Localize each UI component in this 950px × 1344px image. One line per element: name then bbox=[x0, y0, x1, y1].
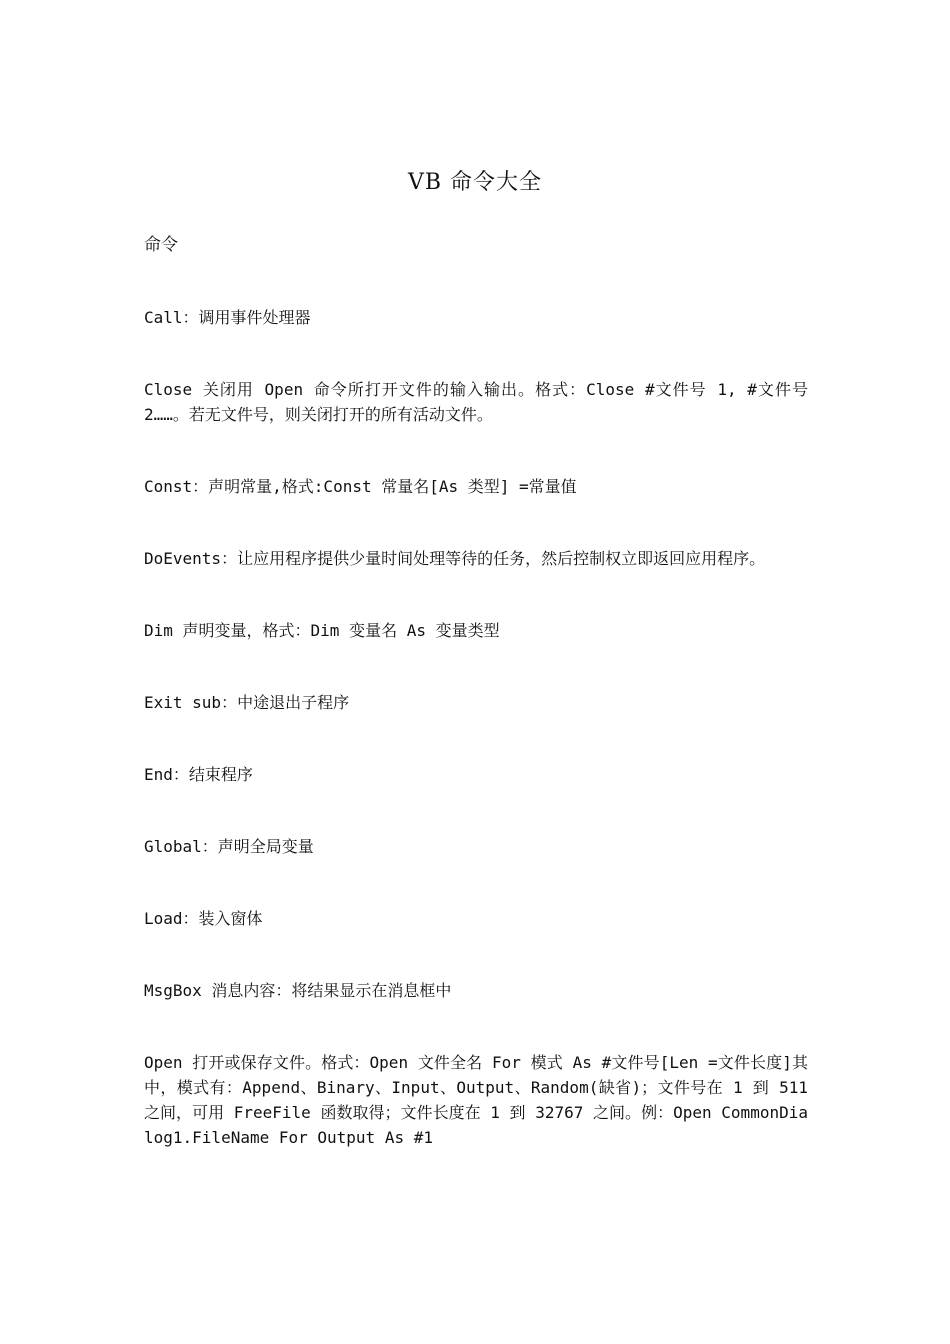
document-title: VB 命令大全 bbox=[407, 170, 543, 195]
paragraph-end: End：结束程序 bbox=[144, 765, 253, 784]
document-body bbox=[144, 305, 808, 1197]
paragraph-doevents: DoEvents：让应用程序提供少量时间处理等待的任务，然后控制权立即返回应用程序。 bbox=[144, 549, 766, 568]
paragraph-global: Global：声明全局变量 bbox=[144, 837, 314, 856]
paragraph-close: Close 关闭用 Open 命令所打开文件的输入输出。格式：Close #文件号 1, #文件号 2……。若无文件号，则关闭打开的所有活动文件。 bbox=[144, 380, 808, 424]
section-heading: 命令 bbox=[144, 235, 178, 255]
paragraph-open: Open 打开或保存文件。格式：Open 文件全名 For 模式 As #文件号[Len =文件长度]其中，模式有：Append、Binary、Input、Output、Random(缺省)；文件号在 1 到 511 之间，可用 FreeFile 函数取得；文件长度在 1 到 32767 之间。例：Open CommonDialog1.FileName For Output As #1 bbox=[144, 1053, 808, 1147]
paragraph-exit-sub: Exit sub：中途退出子程序 bbox=[144, 693, 350, 712]
paragraph-msgbox: MsgBox 消息内容：将结果显示在消息框中 bbox=[144, 981, 452, 1000]
paragraph-load: Load：装入窗体 bbox=[144, 909, 263, 928]
paragraph-call: Call：调用事件处理器 bbox=[144, 308, 311, 327]
paragraph-dim: Dim 声明变量，格式：Dim 变量名 As 变量类型 bbox=[144, 621, 500, 640]
paragraph-const: Const：声明常量,格式:Const 常量名[As 类型] =常量值 bbox=[144, 477, 577, 496]
